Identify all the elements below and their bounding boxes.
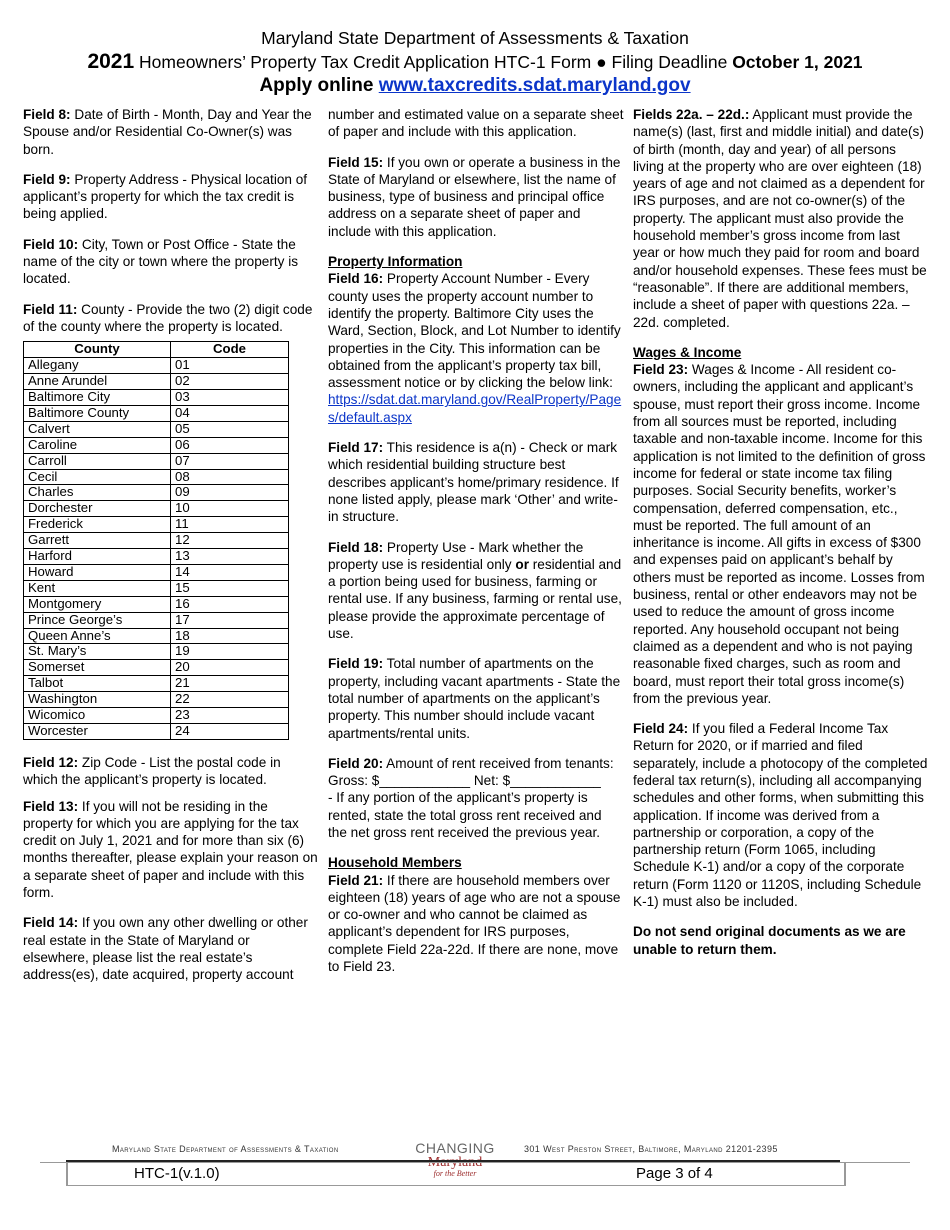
county-name: Caroline	[24, 437, 171, 453]
county-code: 14	[171, 564, 289, 580]
field-text: City, Town or Post Office - State the name of the city or town where the property is located.	[23, 236, 299, 287]
agency-name: Maryland State Department of Assessments & Taxation	[261, 28, 689, 48]
table-row	[24, 533, 289, 549]
field-19	[328, 655, 624, 741]
table-row	[24, 469, 289, 485]
county-name: Baltimore County	[24, 405, 171, 421]
county-code: 01	[171, 358, 289, 374]
field-label: Field 15:	[328, 154, 384, 170]
field-label: Field 13:	[23, 798, 79, 814]
table-row	[24, 453, 289, 469]
table-row	[24, 660, 289, 676]
county-name: Cecil	[24, 469, 171, 485]
county-header: County	[24, 342, 171, 358]
table-row	[24, 596, 289, 612]
no-originals-warning: Do not send original documents as we are unable to return them.	[633, 924, 906, 957]
table-row	[24, 549, 289, 565]
table-row	[24, 564, 289, 580]
field-label: Field 23:	[633, 362, 689, 378]
county-code: 16	[171, 596, 289, 612]
county-name: Prince George’s	[24, 612, 171, 628]
form-version: HTC-1(v.1.0)	[134, 1165, 220, 1182]
table-row	[24, 501, 289, 517]
table-row	[24, 644, 289, 660]
form-title-text: Homeowners’ Property Tax Credit Application HTC-1 Form ● Filing Deadline	[134, 52, 733, 72]
footer-rule	[66, 1160, 840, 1162]
column-3	[633, 106, 929, 971]
field-18	[328, 539, 624, 643]
county-code: 02	[171, 374, 289, 390]
column-1	[23, 106, 319, 996]
field-10	[23, 236, 319, 288]
county-name: Anne Arundel	[24, 374, 171, 390]
field-text: If you filed a Federal Income Tax Return for 2020, or if married and filed separately, include a photocopy of the completed federal tax return(s), including all accompanying schedules and other forms, when submitting this application. If income was derived from a partnership or corporation, a copy of the partnership return (Form 1065, including Schedule K-1) and/or a copy of the corporate return (Form 1120 or 1120S, including Schedule K-1) must also be included.	[633, 721, 928, 910]
field-label: Fields 22a. – 22d.:	[633, 107, 750, 122]
county-name: Garrett	[24, 533, 171, 549]
county-name: Charles	[24, 485, 171, 501]
field-label: Field 16:	[328, 271, 384, 287]
field-11	[23, 301, 319, 336]
field-15	[328, 154, 624, 240]
field-label: Field 11:	[23, 301, 78, 317]
table-row	[24, 389, 289, 405]
table-row	[24, 437, 289, 453]
county-code: 17	[171, 612, 289, 628]
county-name: Allegany	[24, 358, 171, 374]
county-code: 08	[171, 469, 289, 485]
footer-agency: Maryland State Department of Assessments & Taxation	[112, 1144, 339, 1154]
table-row	[24, 612, 289, 628]
filing-deadline: October 1, 2021	[732, 52, 863, 72]
county-code: 24	[171, 724, 289, 740]
section-heading: Property Information	[328, 254, 463, 270]
field-label: Field 9:	[23, 171, 71, 187]
form-year: 2021	[87, 50, 135, 73]
field-23	[633, 344, 929, 707]
county-name: Carroll	[24, 453, 171, 469]
apply-online-link[interactable]: www.taxcredits.sdat.maryland.gov	[378, 75, 691, 96]
field-text: Property Address - Physical location of applicant’s property for which the tax credit is being applied.	[23, 171, 308, 222]
county-code: 04	[171, 405, 289, 421]
county-code: 15	[171, 580, 289, 596]
county-name: Wicomico	[24, 708, 171, 724]
field-label: Field 12:	[23, 754, 79, 770]
table-row	[24, 405, 289, 421]
field-label: Field 14:	[23, 915, 79, 931]
county-name: St. Mary’s	[24, 644, 171, 660]
field-label: Field 21:	[328, 872, 384, 888]
field-14-continued: number and estimated value on a separate sheet of paper and include with this application.	[328, 107, 624, 140]
form-title	[0, 50, 950, 74]
county-name: Washington	[24, 692, 171, 708]
table-row	[24, 692, 289, 708]
field-label: Field 19:	[328, 656, 384, 672]
county-name: Frederick	[24, 517, 171, 533]
field-label: Field 10:	[23, 236, 79, 252]
county-name: Queen Anne’s	[24, 628, 171, 644]
section-heading: Household Members	[328, 855, 462, 871]
county-name: Talbot	[24, 676, 171, 692]
fields-22	[633, 106, 929, 331]
field-text-emphasis: or	[515, 556, 529, 572]
field-16	[328, 253, 624, 426]
county-table-body	[24, 358, 289, 740]
table-row	[24, 580, 289, 596]
page-header	[0, 26, 950, 98]
field-text: Total number of apartments on the property, including vacant apartments - State the total number of apartments on the applicant’s property. This number should include vacant apartments/rental units.	[328, 656, 621, 741]
table-row	[24, 485, 289, 501]
field-text: If you own any other dwelling or other real estate in the State of Maryland or elsewhere, please list the real estate’s address(es), date acquired, property account	[23, 915, 308, 983]
county-code: 06	[171, 437, 289, 453]
apply-online	[0, 74, 950, 98]
county-code: 10	[171, 501, 289, 517]
footer-address: 301 West Preston Street, Baltimore, Maryland 21201-2395	[524, 1144, 778, 1154]
table-row	[24, 676, 289, 692]
field-text: - If any portion of the applicant’s property is rented, state the total gross rent received and the net gross rent received the previous year.	[328, 790, 602, 840]
county-name: Baltimore City	[24, 389, 171, 405]
county-code: 03	[171, 389, 289, 405]
field-text: If you will not be residing in the property for which you are applying for the tax credit on July 1, 2021 and for more than six (6) months thereafter, please explain your reason on a separate sheet of paper and include with this form.	[23, 798, 318, 900]
table-row	[24, 421, 289, 437]
field-text: Date of Birth - Month, Day and Year the Spouse and/or Residential Co-Owner(s) was born.	[23, 107, 312, 157]
county-code: 19	[171, 644, 289, 660]
county-code: 11	[171, 517, 289, 533]
field-text: Applicant must provide the name(s) (last, first and middle initial) and date(s) of birth (month, day and year) of all persons living at the property who are over eighteen (18) years of age and not claimed as a dependent for IRS purposes, and are not co-owner(s) of the property. The applicant must also provide the household member’s gross income from last year or how much they paid for room and board and/or household expenses. These fees must be “reasonable”. If there are additional members, include a sheet of paper with questions 22a. – 22d. completed.	[633, 107, 927, 330]
county-code: 05	[171, 421, 289, 437]
logo-changing: CHANGING	[415, 1140, 495, 1156]
county-name: Kent	[24, 580, 171, 596]
county-code: 07	[171, 453, 289, 469]
table-row	[24, 628, 289, 644]
table-row	[24, 708, 289, 724]
field-24	[633, 720, 929, 910]
field-label: Field 8:	[23, 107, 71, 122]
code-header: Code	[171, 342, 289, 358]
county-code: 12	[171, 533, 289, 549]
field-label: Field 18:	[328, 539, 384, 555]
column-2	[328, 106, 624, 988]
county-code: 21	[171, 676, 289, 692]
table-row	[24, 517, 289, 533]
county-code: 18	[171, 628, 289, 644]
section-heading: Wages & Income	[633, 344, 742, 360]
county-name: Somerset	[24, 660, 171, 676]
field-13	[23, 798, 319, 902]
field-17	[328, 439, 624, 525]
table-row	[24, 358, 289, 374]
field-text: Zip Code - List the postal code in which the applicant’s property is located.	[23, 754, 281, 788]
logo-tagline: for the Better	[433, 1169, 477, 1178]
page-number: Page 3 of 4	[636, 1165, 713, 1182]
field-9	[23, 171, 319, 223]
county-name: Montgomery	[24, 596, 171, 612]
county-name: Worcester	[24, 724, 171, 740]
county-code: 09	[171, 485, 289, 501]
county-code: 20	[171, 660, 289, 676]
county-name: Calvert	[24, 421, 171, 437]
property-search-link[interactable]: https://sdat.dat.maryland.gov/RealProperty/Pages/default.aspx	[328, 392, 622, 425]
county-name: Harford	[24, 549, 171, 565]
field-21	[328, 854, 624, 975]
field-12	[23, 754, 319, 789]
field-label: Field 24:	[633, 721, 689, 737]
table-row	[24, 374, 289, 390]
county-name: Dorchester	[24, 501, 171, 517]
county-code: 23	[171, 708, 289, 724]
table-row	[24, 724, 289, 740]
field-20	[328, 755, 624, 841]
county-code: 13	[171, 549, 289, 565]
field-text: If there are household members over eighteen (18) years of age who are not a spouse or co-owner and who cannot be claimed as applicant’s dependent for IRS purposes, complete Field 22a-22d. If there are none, move to Field 23.	[328, 872, 621, 975]
field-label: Field 17:	[328, 440, 384, 456]
field-label: Field 20:	[328, 755, 384, 771]
field-text: residential and a portion being used for business, farming or rental use. If any business, farming or rental use, please provide the approximate percentage of use.	[328, 556, 622, 642]
field-text: Wages & Income - All resident co-owners, including the applicant and applicant’s spouse, must report their gross income. Income from all sources must be reported, including taxable and non-taxable income. Income for this application is not limited to the definition of gross income for federal or state income tax filing purposes. Social Security benefits, worker’s compensation, deferred compensation, etc., must be reported. The full amount of an inheritance is income. All gifts in excess of $300 and expenses paid on applicant’s behalf by others must be reported as income. Losses from business, rental or other endeavors may not be used to reduce the amount of gross income reported. Any household occupant not being claimed as a dependent and who is not paying reasonable fixed charges, such as room and board, must report their total gross income(s) from the previous year.	[633, 362, 926, 706]
field-text: Property Account Number - Every county uses the property account number to identify the property. Baltimore City uses the Ward, Section, Block, and Lot Number to identify properties in the City. This information can be obtained from the applicant’s property tax bill, assessment notice or by clicking the below link:	[328, 271, 621, 391]
field-text: Property Use - Mark whether the property use is residential only	[328, 539, 584, 572]
field-text: This residence is a(n) - Check or mark which residential building structure best describes applicant’s home/primary residence. If none listed apply, please mark ‘Other’ and write-in structure.	[328, 440, 619, 525]
field-text: Amount of rent received from tenants: Gross: $____________ Net: $____________	[328, 755, 614, 789]
apply-online-label: Apply online	[259, 75, 379, 96]
county-code-table	[23, 341, 289, 740]
field-8	[23, 106, 319, 158]
field-text: If you own or operate a business in the State of Maryland or elsewhere, list the name of business, type of business and principal office address on a separate sheet of paper and include with this application.	[328, 154, 621, 239]
county-name: Howard	[24, 564, 171, 580]
field-14	[23, 914, 319, 983]
field-text: County - Provide the two (2) digit code of the county where the property is located.	[23, 301, 313, 334]
county-code: 22	[171, 692, 289, 708]
